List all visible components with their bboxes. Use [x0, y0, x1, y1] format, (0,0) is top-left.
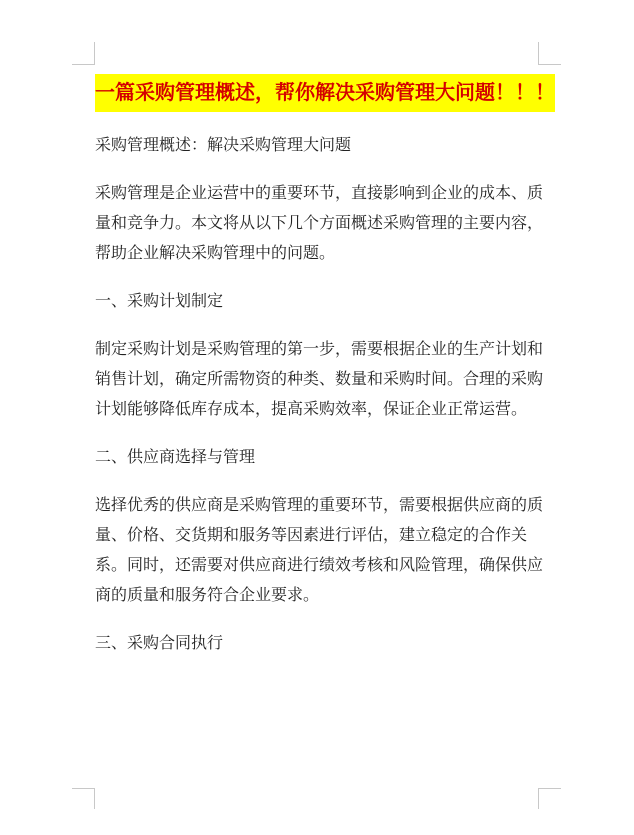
- page-corner-mark-bottom-left: [72, 788, 95, 809]
- section-heading-1: 一、采购计划制定: [95, 291, 224, 310]
- page-corner-mark-top-right: [538, 42, 561, 65]
- document-body: [95, 68, 555, 658]
- section-heading-2: 二、供应商选择与管理: [95, 447, 256, 466]
- document-title-text: 一篇采购管理概述，帮你解决采购管理大问题！！！: [95, 74, 555, 112]
- section-body-2: 选择优秀的供应商是采购管理的重要环节，需要根据供应商的质量、价格、交货期和服务等因素进行评估，建立稳定的合作关系。同时，还需要对供应商进行绩效考核和风险管理，确保供应商的质量和服务符合企业要求。: [95, 495, 544, 604]
- page-corner-mark-bottom-right: [538, 788, 561, 809]
- section-body-1: 制定采购计划是采购管理的第一步，需要根据企业的生产计划和销售计划，确定所需物资的种类、数量和采购时间。合理的采购计划能够降低库存成本，提高采购效率，保证企业正常运营。: [95, 339, 544, 418]
- intro-paragraph: 采购管理是企业运营中的重要环节，直接影响到企业的成本、质量和竞争力。本文将从以下几个方面概述采购管理的主要内容，帮助企业解决采购管理中的问题。: [95, 183, 544, 262]
- page-corner-mark-top-left: [72, 42, 95, 65]
- document-title: [95, 68, 555, 116]
- section-heading-3: 三、采购合同执行: [95, 633, 224, 652]
- document-subtitle: 采购管理概述：解决采购管理大问题: [95, 135, 352, 154]
